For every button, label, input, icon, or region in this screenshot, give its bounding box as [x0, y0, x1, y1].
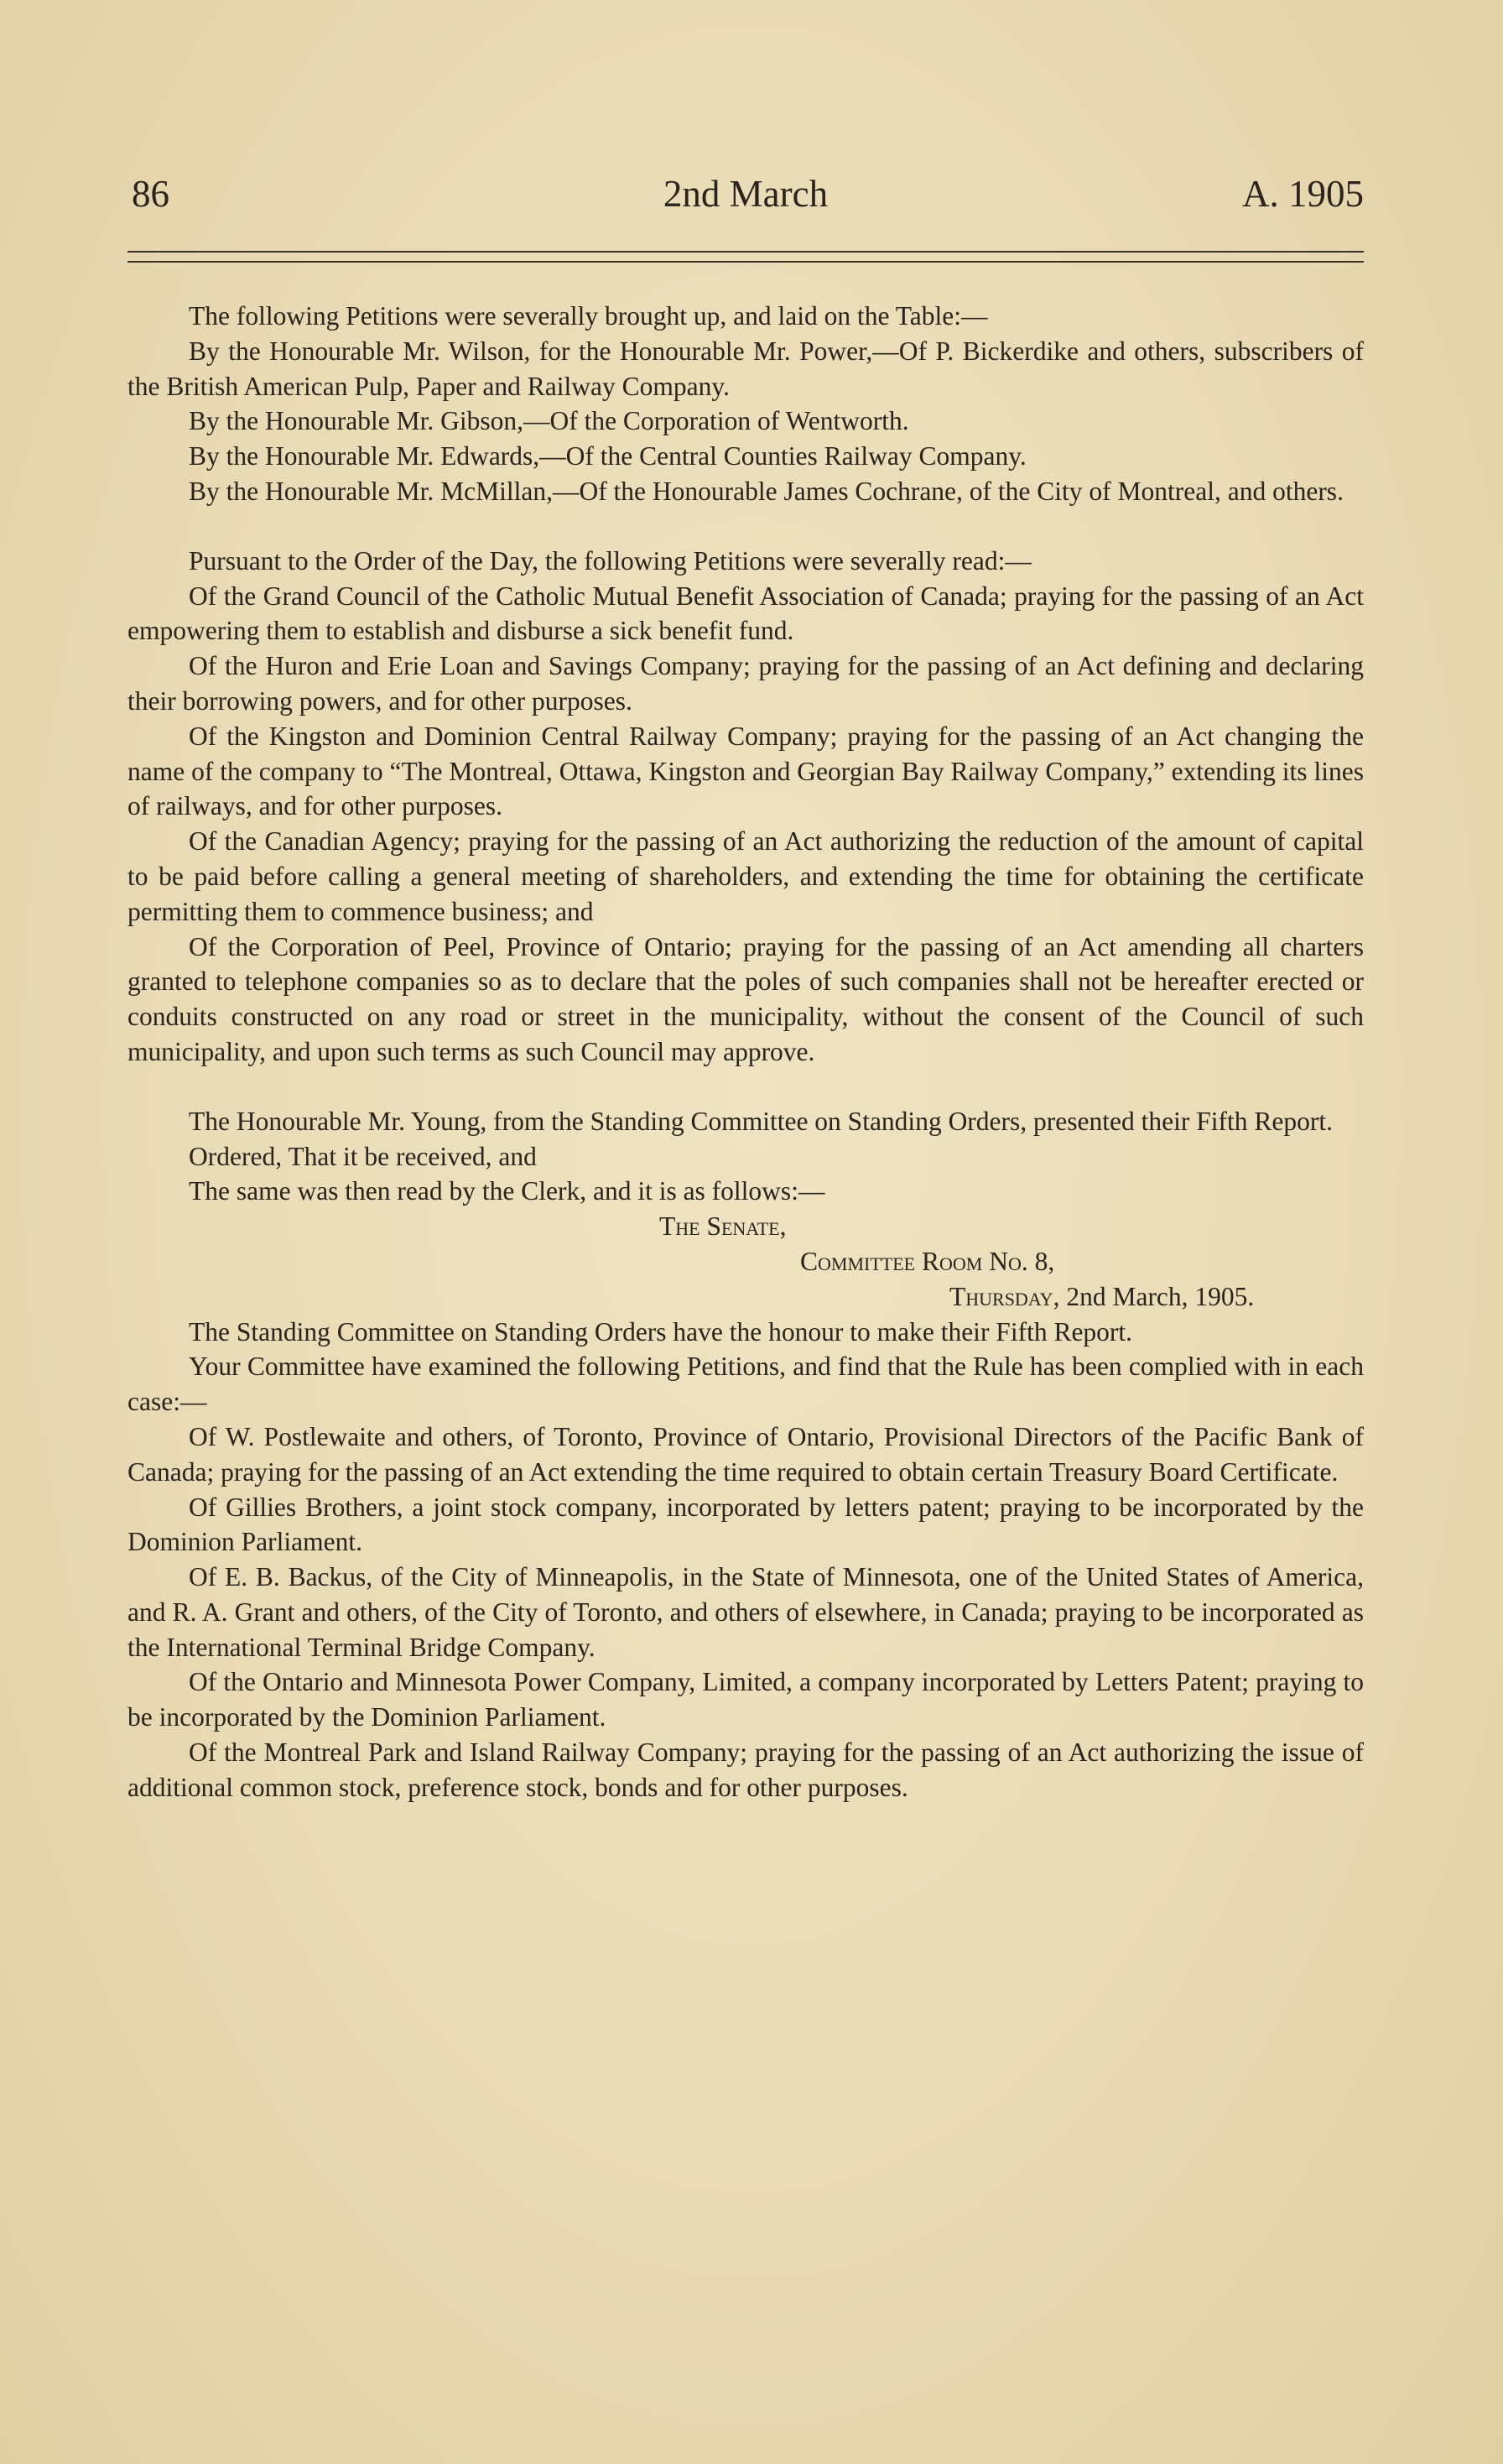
- paragraph: Of the Huron and Erie Loan and Savings Company; praying for the passing of an Act defining and declaring their borrowing powers, and for other purposes.: [127, 651, 1364, 716]
- paragraph: Of the Canadian Agency; praying for the passing of an Act authorizing the reduction of the amount of capital to be paid before calling a general meeting of shareholders, and extending the time for obtaining the certificate permitting them to commence business; and: [127, 826, 1364, 926]
- report-heading-room: Committee Room No. 8,: [800, 1246, 1055, 1276]
- report-heading-date: [127, 1279, 1364, 1315]
- header-date: 2nd March: [663, 173, 829, 215]
- paragraph: Of E. B. Backus, of the City of Minneapolis, in the State of Minnesota, one of the United States of America, and R. A. Grant and others, of the City of Toronto, and others of elsewhere, in Canada; praying to be incorporated as the International Terminal Bridge Company.: [127, 1562, 1364, 1662]
- paragraph: The same was then read by the Clerk, and it is as follows:—: [189, 1176, 825, 1206]
- report-heading-date-text: 2nd March, 1905.: [1059, 1281, 1255, 1311]
- page-number: 86: [132, 173, 169, 215]
- header-rule-top: [127, 251, 1364, 253]
- paragraph: Of the Corporation of Peel, Province of Ontario; praying for the passing of an Act amending all charters granted to telephone companies so as to declare that the poles of such companies shall not be hereafter erected or conduits constructed on any road or street in the municipality, without the consent of the Council of such municipality, and upon such terms as such Council may approve.: [127, 931, 1364, 1066]
- header-rule-bottom: [127, 261, 1364, 263]
- paragraph: Of the Grand Council of the Catholic Mutual Benefit Association of Canada; praying for the passing of an Act empowering them to establish and disburse a sick benefit fund.: [127, 581, 1364, 646]
- paragraph: By the Honourable Mr. Edwards,—Of the Central Counties Railway Company.: [189, 441, 1027, 471]
- paragraph: Of W. Postlewaite and others, of Toronto, Province of Ontario, Provisional Directors of the Pacific Bank of Canada; praying for the passing of an Act extending the time required to obtain certain Treasury Board Certificate.: [127, 1421, 1364, 1487]
- paragraph: By the Honourable Mr. Gibson,—Of the Corporation of Wentworth.: [189, 406, 909, 436]
- paragraph: By the Honourable Mr. McMillan,—Of the Honourable James Cochrane, of the City of Montreal, and others.: [189, 476, 1344, 506]
- paragraph: The following Petitions were severally brought up, and laid on the Table:—: [189, 301, 988, 331]
- paragraph: Of the Kingston and Dominion Central Railway Company; praying for the passing of an Act changing the name of the company to “The Montreal, Ottawa, Kingston and Georgian Bay Railway Company,” extending its lines of railways, and for other purposes.: [127, 721, 1364, 821]
- page-header: [127, 172, 1364, 222]
- paragraph: Your Committee have examined the following Petitions, and find that the Rule has been complied with in each case:—: [127, 1352, 1364, 1417]
- paragraph: Pursuant to the Order of the Day, the following Petitions were severally read:—: [189, 545, 1032, 576]
- paragraph: Of the Ontario and Minnesota Power Company, Limited, a company incorporated by Letters Patent; praying to be incorporated by the Dominion Parliament.: [127, 1667, 1364, 1732]
- document-body: [127, 299, 1364, 1805]
- paragraph: The Honourable Mr. Young, from the Standing Committee on Standing Orders, presented their Fifth Report.: [189, 1106, 1333, 1136]
- paragraph: Of the Montreal Park and Island Railway Company; praying for the passing of an Act authorizing the issue of additional common stock, preference stock, bonds and for other purposes.: [127, 1737, 1364, 1802]
- report-heading-senate: The Senate,: [659, 1211, 787, 1242]
- paragraph: By the Honourable Mr. Wilson, for the Honourable Mr. Power,—Of P. Bickerdike and others, subscribers of the British American Pulp, Paper and Railway Company.: [127, 336, 1364, 401]
- paragraph: Ordered, That it be received, and: [189, 1141, 537, 1171]
- report-heading-day: Thursday,: [949, 1281, 1060, 1311]
- paragraph: Of Gillies Brothers, a joint stock company, incorporated by letters patent; praying to be incorporated by the Dominion Parliament.: [127, 1492, 1364, 1557]
- header-year: A. 1905: [1242, 173, 1364, 215]
- paragraph: The Standing Committee on Standing Orders have the honour to make their Fifth Report.: [189, 1316, 1133, 1347]
